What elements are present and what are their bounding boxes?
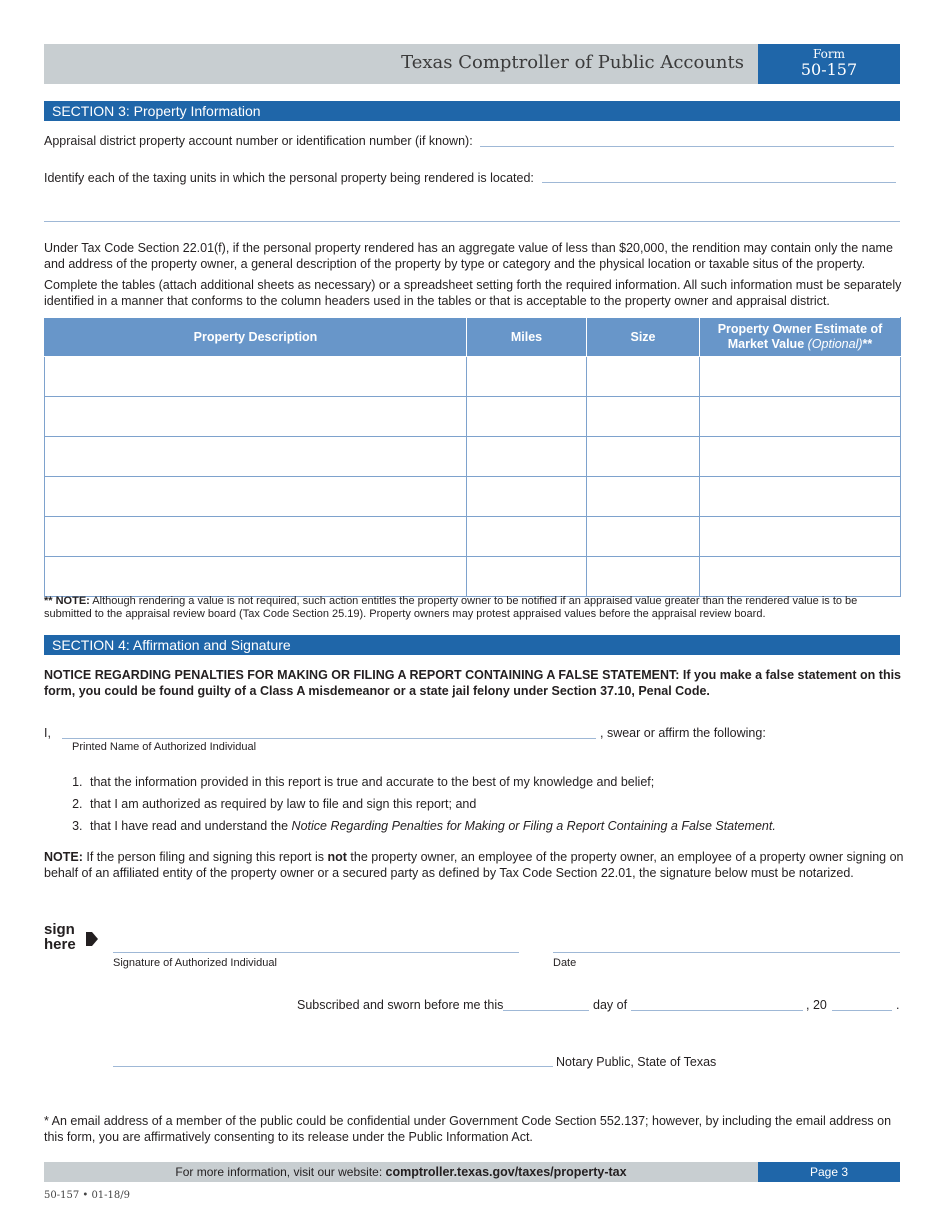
comma-twenty-text: , 20 bbox=[806, 998, 827, 1012]
size-cell[interactable] bbox=[587, 517, 700, 557]
list-item: 1. that the information provided in this report is true and accurate to the best of my knowledge and belief; bbox=[86, 774, 776, 790]
item-3-italic: Notice Regarding Penalties for Making or Filing a Report Containing a False Statement. bbox=[291, 819, 776, 833]
swear-text: , swear or affirm the following: bbox=[600, 726, 766, 740]
miles-cell[interactable] bbox=[467, 357, 587, 397]
size-cell[interactable] bbox=[587, 437, 700, 477]
description-cell[interactable] bbox=[45, 557, 467, 597]
col-market-value-main: Property Owner Estimate of Market Value bbox=[717, 322, 883, 351]
item-3-prefix: that I have read and understand the bbox=[90, 819, 292, 833]
subscribed-text: Subscribed and sworn before me this bbox=[297, 998, 504, 1012]
notarize-note bbox=[44, 849, 904, 881]
miles-cell[interactable] bbox=[467, 477, 587, 517]
sign-here-line-1: sign bbox=[44, 921, 75, 938]
col-miles: Miles bbox=[467, 318, 587, 357]
website-link[interactable]: comptroller.texas.gov/taxes/property-tax bbox=[385, 1165, 627, 1179]
miles-cell[interactable] bbox=[467, 517, 587, 557]
description-cell[interactable] bbox=[45, 477, 467, 517]
notarize-note-part-1: If the person filing and signing this report is bbox=[82, 850, 328, 864]
table-row bbox=[45, 557, 901, 597]
sign-here-marker bbox=[44, 922, 76, 952]
date-field[interactable] bbox=[553, 952, 900, 953]
list-item bbox=[86, 818, 776, 834]
form-number: 50-157 bbox=[800, 60, 858, 79]
footer-bar bbox=[44, 1162, 758, 1182]
description-cell[interactable] bbox=[45, 437, 467, 477]
col-size: Size bbox=[587, 318, 700, 357]
description-cell[interactable] bbox=[45, 357, 467, 397]
form-number-box bbox=[758, 44, 900, 84]
section-4-title: SECTION 4: Affirmation and Signature bbox=[44, 635, 900, 655]
miles-cell[interactable] bbox=[467, 437, 587, 477]
size-cell[interactable] bbox=[587, 357, 700, 397]
size-cell[interactable] bbox=[587, 557, 700, 597]
period-text: . bbox=[896, 998, 900, 1012]
printed-name-label: Printed Name of Authorized Individual bbox=[72, 741, 257, 753]
col-property-description: Property Description bbox=[45, 318, 467, 357]
table-row bbox=[45, 517, 901, 557]
table-row bbox=[45, 437, 901, 477]
date-label: Date bbox=[553, 957, 577, 969]
table-row bbox=[45, 477, 901, 517]
col-market-value-optional: (Optional) bbox=[807, 337, 863, 351]
list-item: 2. that I am authorized as required by law to file and sign this report; and bbox=[86, 796, 776, 812]
property-table-header bbox=[45, 318, 901, 357]
notary-label: Notary Public, State of Texas bbox=[556, 1055, 717, 1069]
form-label: Form bbox=[812, 47, 845, 61]
table-row bbox=[45, 397, 901, 437]
description-cell[interactable] bbox=[45, 517, 467, 557]
estimate-cell[interactable] bbox=[700, 517, 901, 557]
description-cell[interactable] bbox=[45, 397, 467, 437]
size-cell[interactable] bbox=[587, 397, 700, 437]
miles-cell[interactable] bbox=[467, 557, 587, 597]
value-note-text: Although rendering a value is not required, such action entitles the property owner to be notified if an appraised value greater than the rendered value is to be submitted to the appraisal review board (Tax Code Section 25.19). Property owners may protest appraised values before the appraisal review board. bbox=[44, 595, 858, 620]
miles-cell[interactable] bbox=[467, 397, 587, 437]
notary-year-field[interactable] bbox=[832, 1010, 892, 1011]
footer-info-text: For more information, visit our website: bbox=[175, 1165, 386, 1179]
estimate-cell[interactable] bbox=[700, 397, 901, 437]
sign-here-line-2: here bbox=[44, 936, 76, 953]
account-number-label: Appraisal district property account number or identification number (if known): bbox=[44, 134, 473, 148]
value-note bbox=[44, 595, 906, 621]
notarize-note-bold: not bbox=[327, 850, 347, 864]
penalty-notice: NOTICE REGARDING PENALTIES FOR MAKING OR FILING A REPORT CONTAINING A FALSE STATEMENT: If you make a false statement on this form, you could be found guilty of a Class A misdemeanor or a state jail felony under Section 37.10, Penal Code. bbox=[44, 668, 902, 698]
day-of-text: day of bbox=[593, 998, 628, 1012]
printed-name-field[interactable] bbox=[62, 738, 596, 739]
signature-field[interactable] bbox=[113, 952, 519, 953]
notary-day-field[interactable] bbox=[503, 1010, 589, 1011]
email-note: * An email address of a member of the public could be confidential under Government Code Section 552.137; however, by including the email address on this form, you are affirmatively consenting to its release under the Public Information Act. bbox=[44, 1114, 892, 1144]
notary-month-field[interactable] bbox=[631, 1010, 803, 1011]
estimate-cell[interactable] bbox=[700, 557, 901, 597]
value-note-label: ** NOTE: bbox=[44, 595, 90, 607]
agency-title: Texas Comptroller of Public Accounts bbox=[401, 52, 744, 73]
property-table bbox=[44, 317, 901, 597]
section-3-title: SECTION 3: Property Information bbox=[44, 101, 900, 121]
size-cell[interactable] bbox=[587, 477, 700, 517]
notarize-note-label: NOTE: bbox=[44, 850, 83, 864]
sign-here-arrow-icon bbox=[85, 930, 99, 948]
affirmation-list bbox=[44, 774, 776, 840]
estimate-cell[interactable] bbox=[700, 477, 901, 517]
taxing-units-field[interactable] bbox=[542, 182, 896, 183]
col-market-value-suffix: ** bbox=[862, 337, 873, 351]
page-number: Page 3 bbox=[758, 1162, 900, 1182]
table-row bbox=[45, 357, 901, 397]
i-label: I, bbox=[44, 726, 51, 740]
account-number-field[interactable] bbox=[480, 146, 894, 147]
estimate-cell[interactable] bbox=[700, 357, 901, 397]
section-3-paragraph-2: Complete the tables (attach additional sheets as necessary) or a spreadsheet setting forth the required information. All such information must be separately identified in a manner that conforms to the column headers used in the tables or that is acceptable to the property owner and appraisal district. bbox=[44, 278, 902, 308]
estimate-cell[interactable] bbox=[700, 437, 901, 477]
form-code: 50-157 • 01-18/9 bbox=[44, 1190, 131, 1201]
notarize-note-part-2: the property owner, an employee of the property owner, an employee of a property owner signing on behalf of an affiliated entity of the property owner or a secured party as defined by Tax Code Section 22.01, the signature below must be notarized. bbox=[44, 850, 904, 880]
notary-signature-field[interactable] bbox=[113, 1066, 553, 1067]
col-market-value-estimate bbox=[700, 318, 901, 357]
signature-label: Signature of Authorized Individual bbox=[113, 957, 277, 969]
taxing-units-field-line-2[interactable] bbox=[44, 221, 900, 222]
section-3-paragraph-1: Under Tax Code Section 22.01(f), if the personal property rendered has an aggregate value of less than $20,000, the rendition may contain only the name and address of the property owner, a general description of the property by type or category and the physical location or taxable situs of the property. bbox=[44, 241, 893, 271]
taxing-units-label: Identify each of the taxing units in which the personal property being rendered is located: bbox=[44, 171, 534, 185]
